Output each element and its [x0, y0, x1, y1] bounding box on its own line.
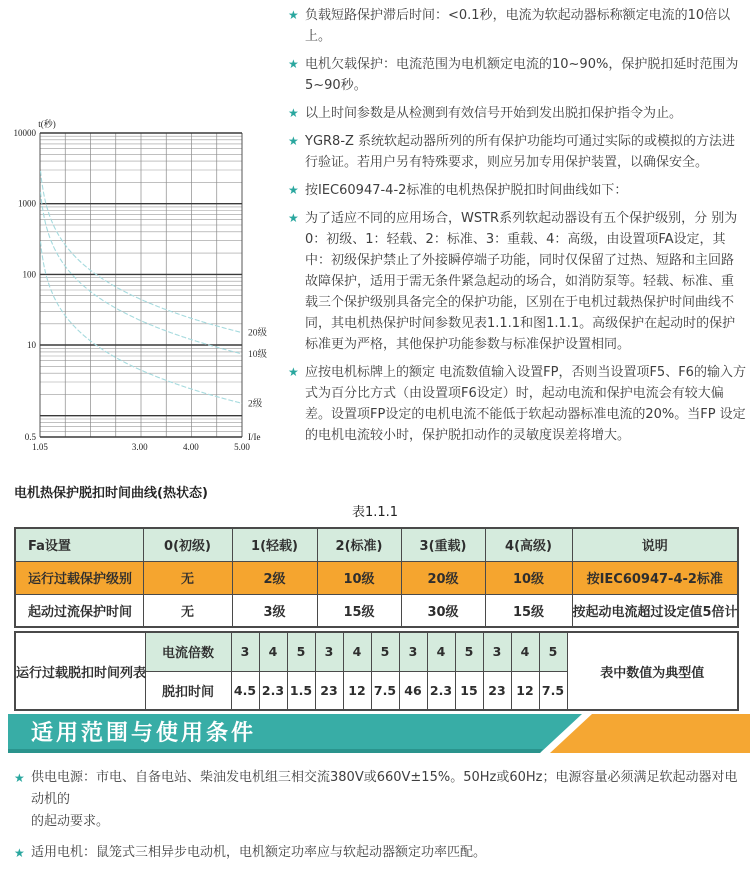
header-cell: 4(高级)	[485, 528, 572, 561]
protection-note	[288, 208, 746, 355]
note-text-continued: 的起动要求。	[31, 814, 110, 829]
usage-notes-list	[14, 767, 740, 873]
header-cell: 3(重载)	[401, 528, 485, 561]
cell: 15	[455, 671, 483, 710]
cell: 2级	[232, 561, 317, 594]
star-bullet-icon: ★	[288, 134, 299, 148]
cell: 5	[371, 632, 399, 671]
table-caption: 表1.1.1	[351, 505, 399, 520]
cell: 30级	[401, 594, 485, 627]
cell: 4.5	[231, 671, 259, 710]
banner-orange-shape	[550, 714, 750, 753]
svg-text:4.00: 4.00	[183, 442, 199, 452]
svg-text:1.05: 1.05	[32, 442, 48, 452]
note-text: YGR8-Z 系统软起动器所列的所有保护功能均可通过实际的或模拟的方法进行验证。若用户另有特殊要求，则应另加专用保护装置，以确保安全。	[305, 134, 736, 170]
cell: 23	[315, 671, 343, 710]
svg-text:I/Ie: I/Ie	[248, 432, 261, 442]
cell: 4	[511, 632, 539, 671]
svg-text:10: 10	[27, 340, 36, 350]
cell: 按起动电流超过设定值5倍计	[572, 594, 738, 627]
cell: 2.3	[259, 671, 287, 710]
cell: 7.5	[539, 671, 567, 710]
svg-text:3.00: 3.00	[131, 442, 148, 452]
star-bullet-icon: ★	[288, 8, 299, 22]
protection-note	[288, 5, 746, 47]
cell: 10级	[317, 561, 401, 594]
header-cell: Fa设置	[15, 528, 143, 561]
cell: 15级	[317, 594, 401, 627]
cell: 10级	[485, 561, 572, 594]
table-header-row	[15, 528, 738, 561]
svg-text:1000: 1000	[18, 198, 36, 209]
star-bullet-icon: ★	[14, 771, 25, 785]
table-note: 表中数值为典型值	[567, 632, 738, 710]
note-text: 为了适应不同的应用场合，WSTR系列软起动器设有五个保护级别，分 别为0：初级、1：轻载、2：标准、3：重载、4：高级，由设置项FA设定，其中：初级保护禁止了外接瞬停端子功能，同时仅保留了过热、短路和主回路故障保护，适用于需无条件紧急起动的场合，如消防泵等。轻载、标准、重载三个保护级别具备完全的保护功能，区别在于电机过载热保护时间曲线不同，其电机热保护时间参数见表1.1.1和图1.1.1。高级保护在起动时的保护标准更为严格，其他保护功能参数与标准保护设置相同。	[305, 211, 738, 352]
protection-note	[288, 180, 746, 201]
svg-text:100: 100	[22, 269, 36, 280]
cell: 5	[287, 632, 315, 671]
note-text: 负载短路保护滞后时间：<0.1秒，电流为软起动器标称额定电流的10倍以上。	[305, 8, 731, 44]
svg-text:5.00: 5.00	[234, 442, 250, 452]
cell: 无	[143, 561, 232, 594]
note-text: 按IEC60947-4-2标准的电机热保护脱扣时间曲线如下：	[305, 183, 628, 198]
star-bullet-icon: ★	[288, 57, 299, 71]
star-bullet-icon: ★	[288, 365, 299, 379]
cell: 按IEC60947-4-2标准	[572, 561, 738, 594]
cell: 4	[427, 632, 455, 671]
cell: 7.5	[371, 671, 399, 710]
protection-note	[288, 362, 746, 446]
sub-header: 电流倍数	[145, 632, 231, 671]
note-text: 应按电机标牌上的额定 电流数值输入设置FP，否则当设置项F5、F6的输入方式为百分比方式（由设置项F6设定）时，起动电流和保护电流会有较大偏差。设置项FP设定的电机电流不能低于软起动器标准电流的20%。当FP 设定的电机电流较小时，保护脱扣动作的灵敏度误差将增大。	[305, 365, 746, 443]
protection-notes-list	[288, 5, 746, 446]
cell: 1.5	[287, 671, 315, 710]
row-header: 运行过载脱扣时间列表	[15, 632, 145, 710]
note-text: 电机欠载保护：电流范围为电机额定电流的10~90%，保护脱扣延时范围为5~90秒。	[305, 57, 739, 93]
table-row	[15, 594, 738, 627]
sub-header: 脱扣时间	[145, 671, 231, 710]
fa-settings-table	[14, 527, 739, 628]
star-bullet-icon: ★	[288, 106, 299, 120]
cell: 12	[511, 671, 539, 710]
svg-text:0.5: 0.5	[24, 432, 36, 442]
cell: 3	[315, 632, 343, 671]
cell: 无	[143, 594, 232, 627]
cell: 46	[399, 671, 427, 710]
section-title: 适用范围与使用条件	[31, 721, 257, 746]
protection-note	[288, 54, 746, 96]
cell: 5	[539, 632, 567, 671]
protection-note	[288, 103, 746, 124]
protection-note	[288, 131, 746, 173]
trip-time-table	[14, 631, 739, 711]
cell: 4	[259, 632, 287, 671]
svg-text:20级: 20级	[248, 328, 268, 339]
row-label: 起动过流保护时间	[15, 594, 143, 627]
cell: 4	[343, 632, 371, 671]
header-cell: 0(初级)	[143, 528, 232, 561]
note-text: 适用电机：鼠笼式三相异步电动机，电机额定功率应与软起动器额定功率匹配。	[31, 845, 487, 860]
star-bullet-icon: ★	[288, 211, 299, 225]
svg-text:t(秒): t(秒)	[38, 119, 56, 129]
star-bullet-icon: ★	[288, 183, 299, 197]
usage-note	[14, 842, 740, 864]
cell: 5	[455, 632, 483, 671]
table-row	[15, 632, 738, 671]
cell: 3	[483, 632, 511, 671]
header-cell: 说明	[572, 528, 738, 561]
note-text: 以上时间参数是从检测到有效信号开始到发出脱扣保护指令为止。	[305, 106, 683, 121]
usage-note	[14, 767, 740, 833]
cell: 3	[231, 632, 259, 671]
svg-text:2级: 2级	[248, 399, 263, 410]
star-bullet-icon: ★	[14, 846, 25, 860]
chart-caption: 电机热保护脱扣时间曲线(热状态)	[14, 486, 208, 501]
table-row	[15, 561, 738, 594]
cell: 23	[483, 671, 511, 710]
cell: 20级	[401, 561, 485, 594]
cell: 15级	[485, 594, 572, 627]
note-text: 供电电源：市电、自备电站、柴油发电机组三相交流380V或660V±15%。50Hz或60Hz；电源容量必须满足软起动器对电动机的	[31, 770, 738, 807]
cell: 3	[399, 632, 427, 671]
cell: 12	[343, 671, 371, 710]
cell: 3级	[232, 594, 317, 627]
cell: 2.3	[427, 671, 455, 710]
svg-text:10000: 10000	[13, 128, 36, 138]
header-cell: 1(轻载)	[232, 528, 317, 561]
header-cell: 2(标准)	[317, 528, 401, 561]
thermal-trip-curve-chart	[6, 118, 272, 466]
row-label: 运行过载保护级别	[15, 561, 143, 594]
svg-text:10级: 10级	[248, 349, 268, 360]
